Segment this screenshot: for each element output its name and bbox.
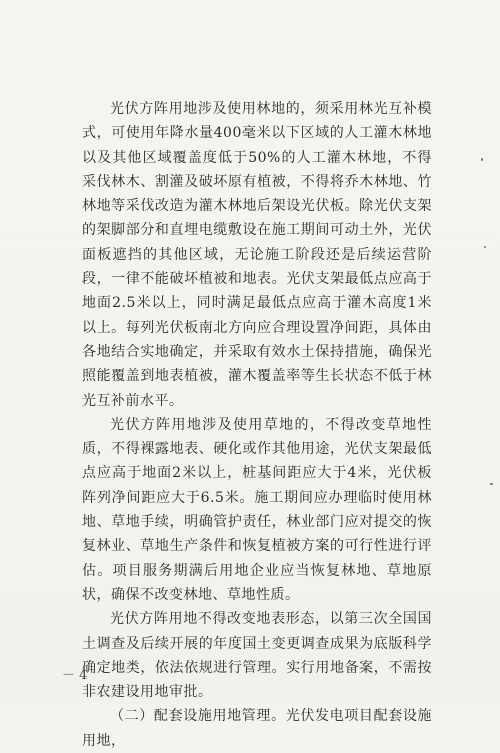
document-body [82, 97, 432, 753]
paragraph-land-form: 光伏方阵用地不得改变地表形态，以第三次全国国土调查及后续开展的年度国土变更调查成果为底版科学确定地类，依法依规进行管理。实行用地备案，不需按非农建设用地审批。 [82, 611, 432, 701]
scan-speck [481, 158, 483, 161]
scan-speck [484, 246, 486, 248]
paragraph-supporting-facilities: （二）配套设施用地管理。光伏发电项目配套设施用地， [82, 708, 432, 749]
page-number: － 4 [62, 668, 88, 683]
scan-speck [490, 483, 493, 485]
paragraph-forest-land: 光伏方阵用地涉及使用林地的，须采用林光互补模式，可使用年降水量400毫米以下区域的人工灌木林地以及其他区域覆盖度低于50%的人工灌木林地，不得采伐林木、割灌及破坏原有植被，不得将乔木林地、竹林地等采伐改造为灌木林地后架设光伏板。除光伏支架的架脚部分和直埋电缆敷设在施工期间可动土外，光伏面板遮挡的其他区域，无论施工阶段还是后续运营阶段，一律不能破坏植被和地表。光伏支架最低点应高于地面2.5米以上，同时满足最低点应高于灌木高度1米以上。每列光伏板南北方向应合理设置净间距，具体由各地结合实地确定，并采取有效水土保持措施，确保光照能覆盖到地表植被，灌木覆盖率等生长状态不低于林光互补前水平。 [82, 101, 432, 409]
paragraph-grassland: 光伏方阵用地涉及使用草地的，不得改变草地性质，不得裸露地表、硬化或作其他用途，光伏支架最低点应高于地面2米以上，桩基间距应大于4米，光伏板阵列净间距应大于6.5米。施工期间应办理临时使用林地、草地手续，明确管护责任，林业部门应对提交的恢复林业、草地生产条件和恢复植被方案的可行性进行评估。项目服务期满后用地企业应当恢复林地、草地原状，确保不改变林地、草地性质。 [82, 416, 432, 603]
